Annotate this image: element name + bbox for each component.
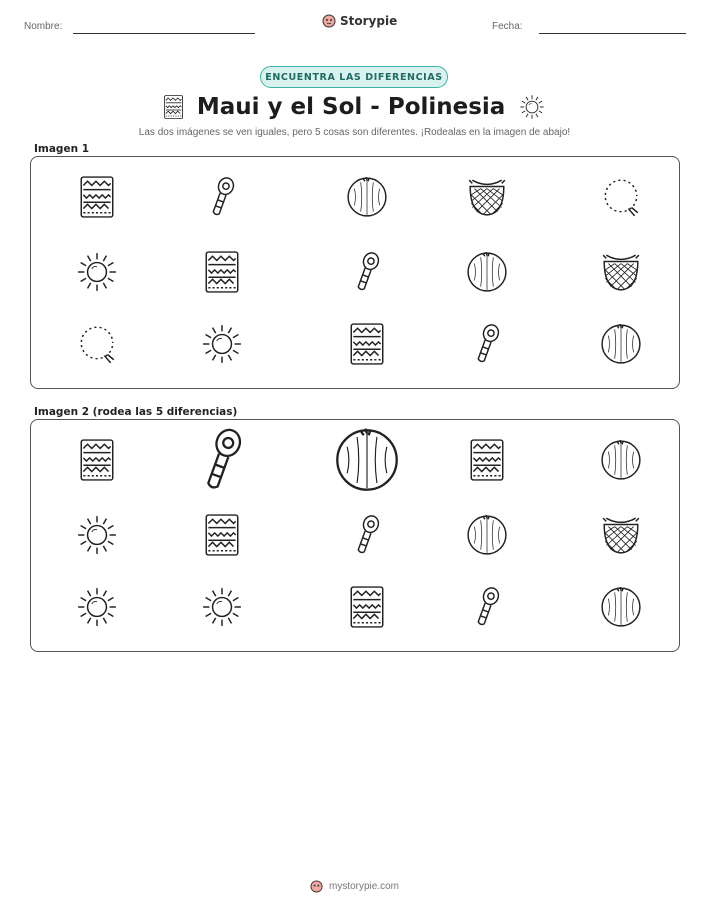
image1-label: Imagen 1 (34, 143, 90, 155)
carved-club-icon (354, 251, 379, 293)
tapa-cloth-icon (80, 176, 114, 218)
name-field[interactable] (73, 33, 255, 34)
woven-net-bag-icon (466, 176, 508, 218)
carved-club-icon[interactable] (354, 514, 379, 556)
image2-panel[interactable] (30, 419, 680, 652)
page-title: Maui y el Sol - Polinesia (196, 94, 506, 120)
sun-icon (519, 94, 545, 120)
rope-ring-icon (600, 176, 642, 218)
tapa-cloth-icon[interactable] (205, 514, 239, 556)
title-row (0, 92, 709, 122)
coconut-icon[interactable] (600, 439, 642, 481)
coconut-icon[interactable] (600, 586, 642, 628)
tapa-cloth-icon[interactable] (350, 586, 384, 628)
image2-label: Imagen 2 (rodea las 5 diferencias) (34, 406, 238, 418)
carved-club-icon[interactable] (474, 586, 499, 628)
date-label: Fecha: (492, 21, 523, 32)
activity-badge: ENCUENTRA LAS DIFERENCIAS (260, 66, 448, 88)
name-label: Nombre: (24, 21, 63, 32)
tapa-cloth-icon (164, 95, 183, 119)
image1-panel (30, 156, 680, 389)
carved-club-icon (474, 323, 499, 365)
coconut-icon[interactable] (466, 514, 508, 556)
tapa-cloth-icon (205, 251, 239, 293)
tapa-cloth-icon[interactable] (80, 439, 114, 481)
sun-icon[interactable] (76, 586, 118, 628)
mascot-icon (310, 880, 323, 893)
footer-url: mystorypie.com (328, 881, 399, 892)
instructions: Las dos imágenes se ven iguales, pero 5 cosas son diferentes. ¡Rodealas en la imagen de abajo! (138, 127, 571, 138)
mascot-icon (322, 14, 336, 28)
worksheet-header (0, 14, 709, 38)
sun-icon[interactable] (201, 586, 243, 628)
rope-ring-icon (76, 323, 118, 365)
coconut-icon (346, 176, 388, 218)
sun-icon (201, 323, 243, 365)
woven-net-bag-icon[interactable] (600, 514, 642, 556)
tapa-cloth-icon (350, 323, 384, 365)
tapa-cloth-icon[interactable] (470, 439, 504, 481)
footer (0, 880, 709, 893)
coconut-icon[interactable] (334, 427, 400, 493)
coconut-icon (600, 323, 642, 365)
woven-net-bag-icon (600, 251, 642, 293)
sun-icon[interactable] (76, 514, 118, 556)
carved-club-icon[interactable] (202, 427, 242, 493)
date-field[interactable] (539, 33, 686, 34)
sun-icon (76, 251, 118, 293)
brand-logo (322, 14, 397, 28)
carved-club-icon (209, 176, 234, 218)
brand-name: Storypie (340, 14, 398, 28)
coconut-icon (466, 251, 508, 293)
